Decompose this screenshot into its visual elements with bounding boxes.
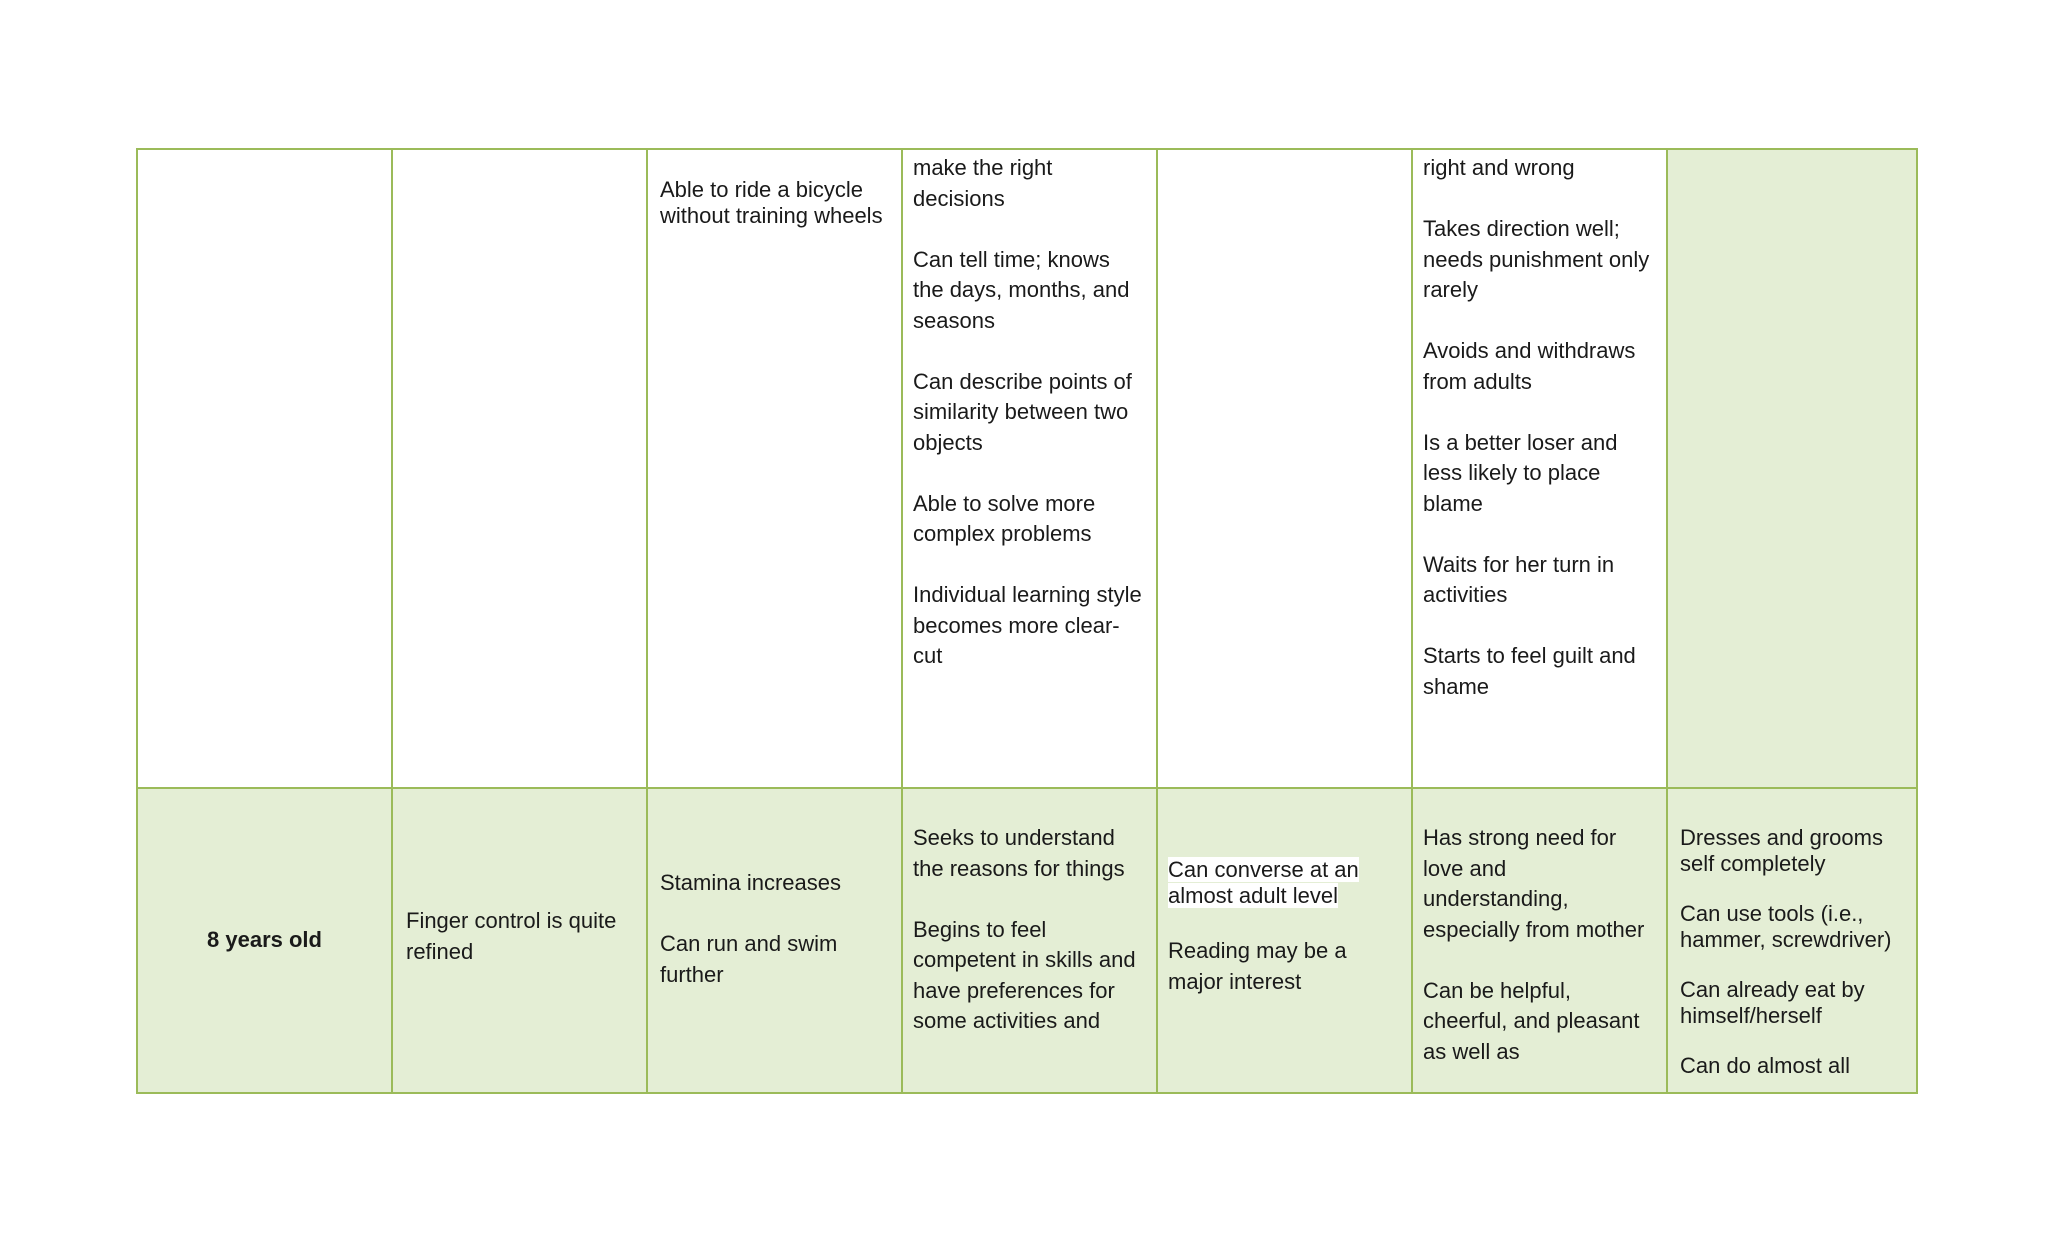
cognitive-item: make the right decisions <box>913 155 1053 211</box>
cell-8-social <box>1413 789 1668 1092</box>
cell-r1-age <box>138 150 393 789</box>
gross-motor-item: Stamina increases <box>660 870 841 895</box>
social-item: Starts to feel guilt and shame <box>1423 643 1636 699</box>
cell-r1-language <box>1158 150 1413 789</box>
social-item: Is a better loser and less likely to place blame <box>1423 429 1618 516</box>
cognitive-item: Can describe points of similarity between two objects <box>913 368 1132 455</box>
cognitive-item: Able to solve more complex problems <box>913 490 1096 546</box>
cell-8-gross-motor <box>648 789 903 1092</box>
self-help-item: Can use tools (i.e., hammer, screwdriver) <box>1680 901 1892 952</box>
fine-motor-item: Finger control is quite refined <box>406 908 617 964</box>
physical-item: Able to ride a bicycle without training wheels <box>660 177 883 228</box>
social-item: Can be helpful, cheerful, and pleasant as well as <box>1423 977 1640 1064</box>
cell-r1-self-help <box>1668 150 1916 789</box>
self-help-item: Can do almost all <box>1680 1053 1850 1078</box>
cell-r1-fine-motor <box>393 150 648 789</box>
language-item: Reading may be a major interest <box>1168 938 1347 994</box>
social-item: Takes direction well; needs punishment only rarely <box>1423 216 1650 302</box>
cell-8-cognitive <box>903 789 1158 1092</box>
self-help-item: Can already eat by himself/herself <box>1680 977 1865 1028</box>
gross-motor-item: Can run and swim further <box>660 931 838 987</box>
development-table <box>136 148 1918 1094</box>
cell-r1-physical <box>648 150 903 789</box>
cell-8-language <box>1158 789 1413 1092</box>
social-item: Has strong need for love and understanding, especially from mother <box>1423 825 1645 942</box>
cell-8-self-help <box>1668 789 1916 1092</box>
cell-r1-social <box>1413 150 1668 789</box>
cognitive-item: Seeks to understand the reasons for things <box>913 825 1125 881</box>
age-label: 8 years old <box>207 927 322 953</box>
cell-8-age <box>138 789 393 1092</box>
cell-8-fine-motor <box>393 789 648 1092</box>
cognitive-item: Begins to feel competent in skills and have preferences for some activities and <box>913 916 1136 1033</box>
cognitive-item: Can tell time; knows the days, months, and seasons <box>913 246 1130 333</box>
social-item: Waits for her turn in activities <box>1423 551 1615 607</box>
social-item: Avoids and withdraws from adults <box>1423 338 1636 394</box>
cognitive-item: Individual learning style becomes more clear-cut <box>913 582 1142 668</box>
cell-r1-cognitive <box>903 150 1158 789</box>
language-item: Can converse at an almost adult level <box>1168 857 1359 908</box>
social-item: right and wrong <box>1423 155 1575 180</box>
self-help-item: Dresses and grooms self completely <box>1680 825 1883 876</box>
